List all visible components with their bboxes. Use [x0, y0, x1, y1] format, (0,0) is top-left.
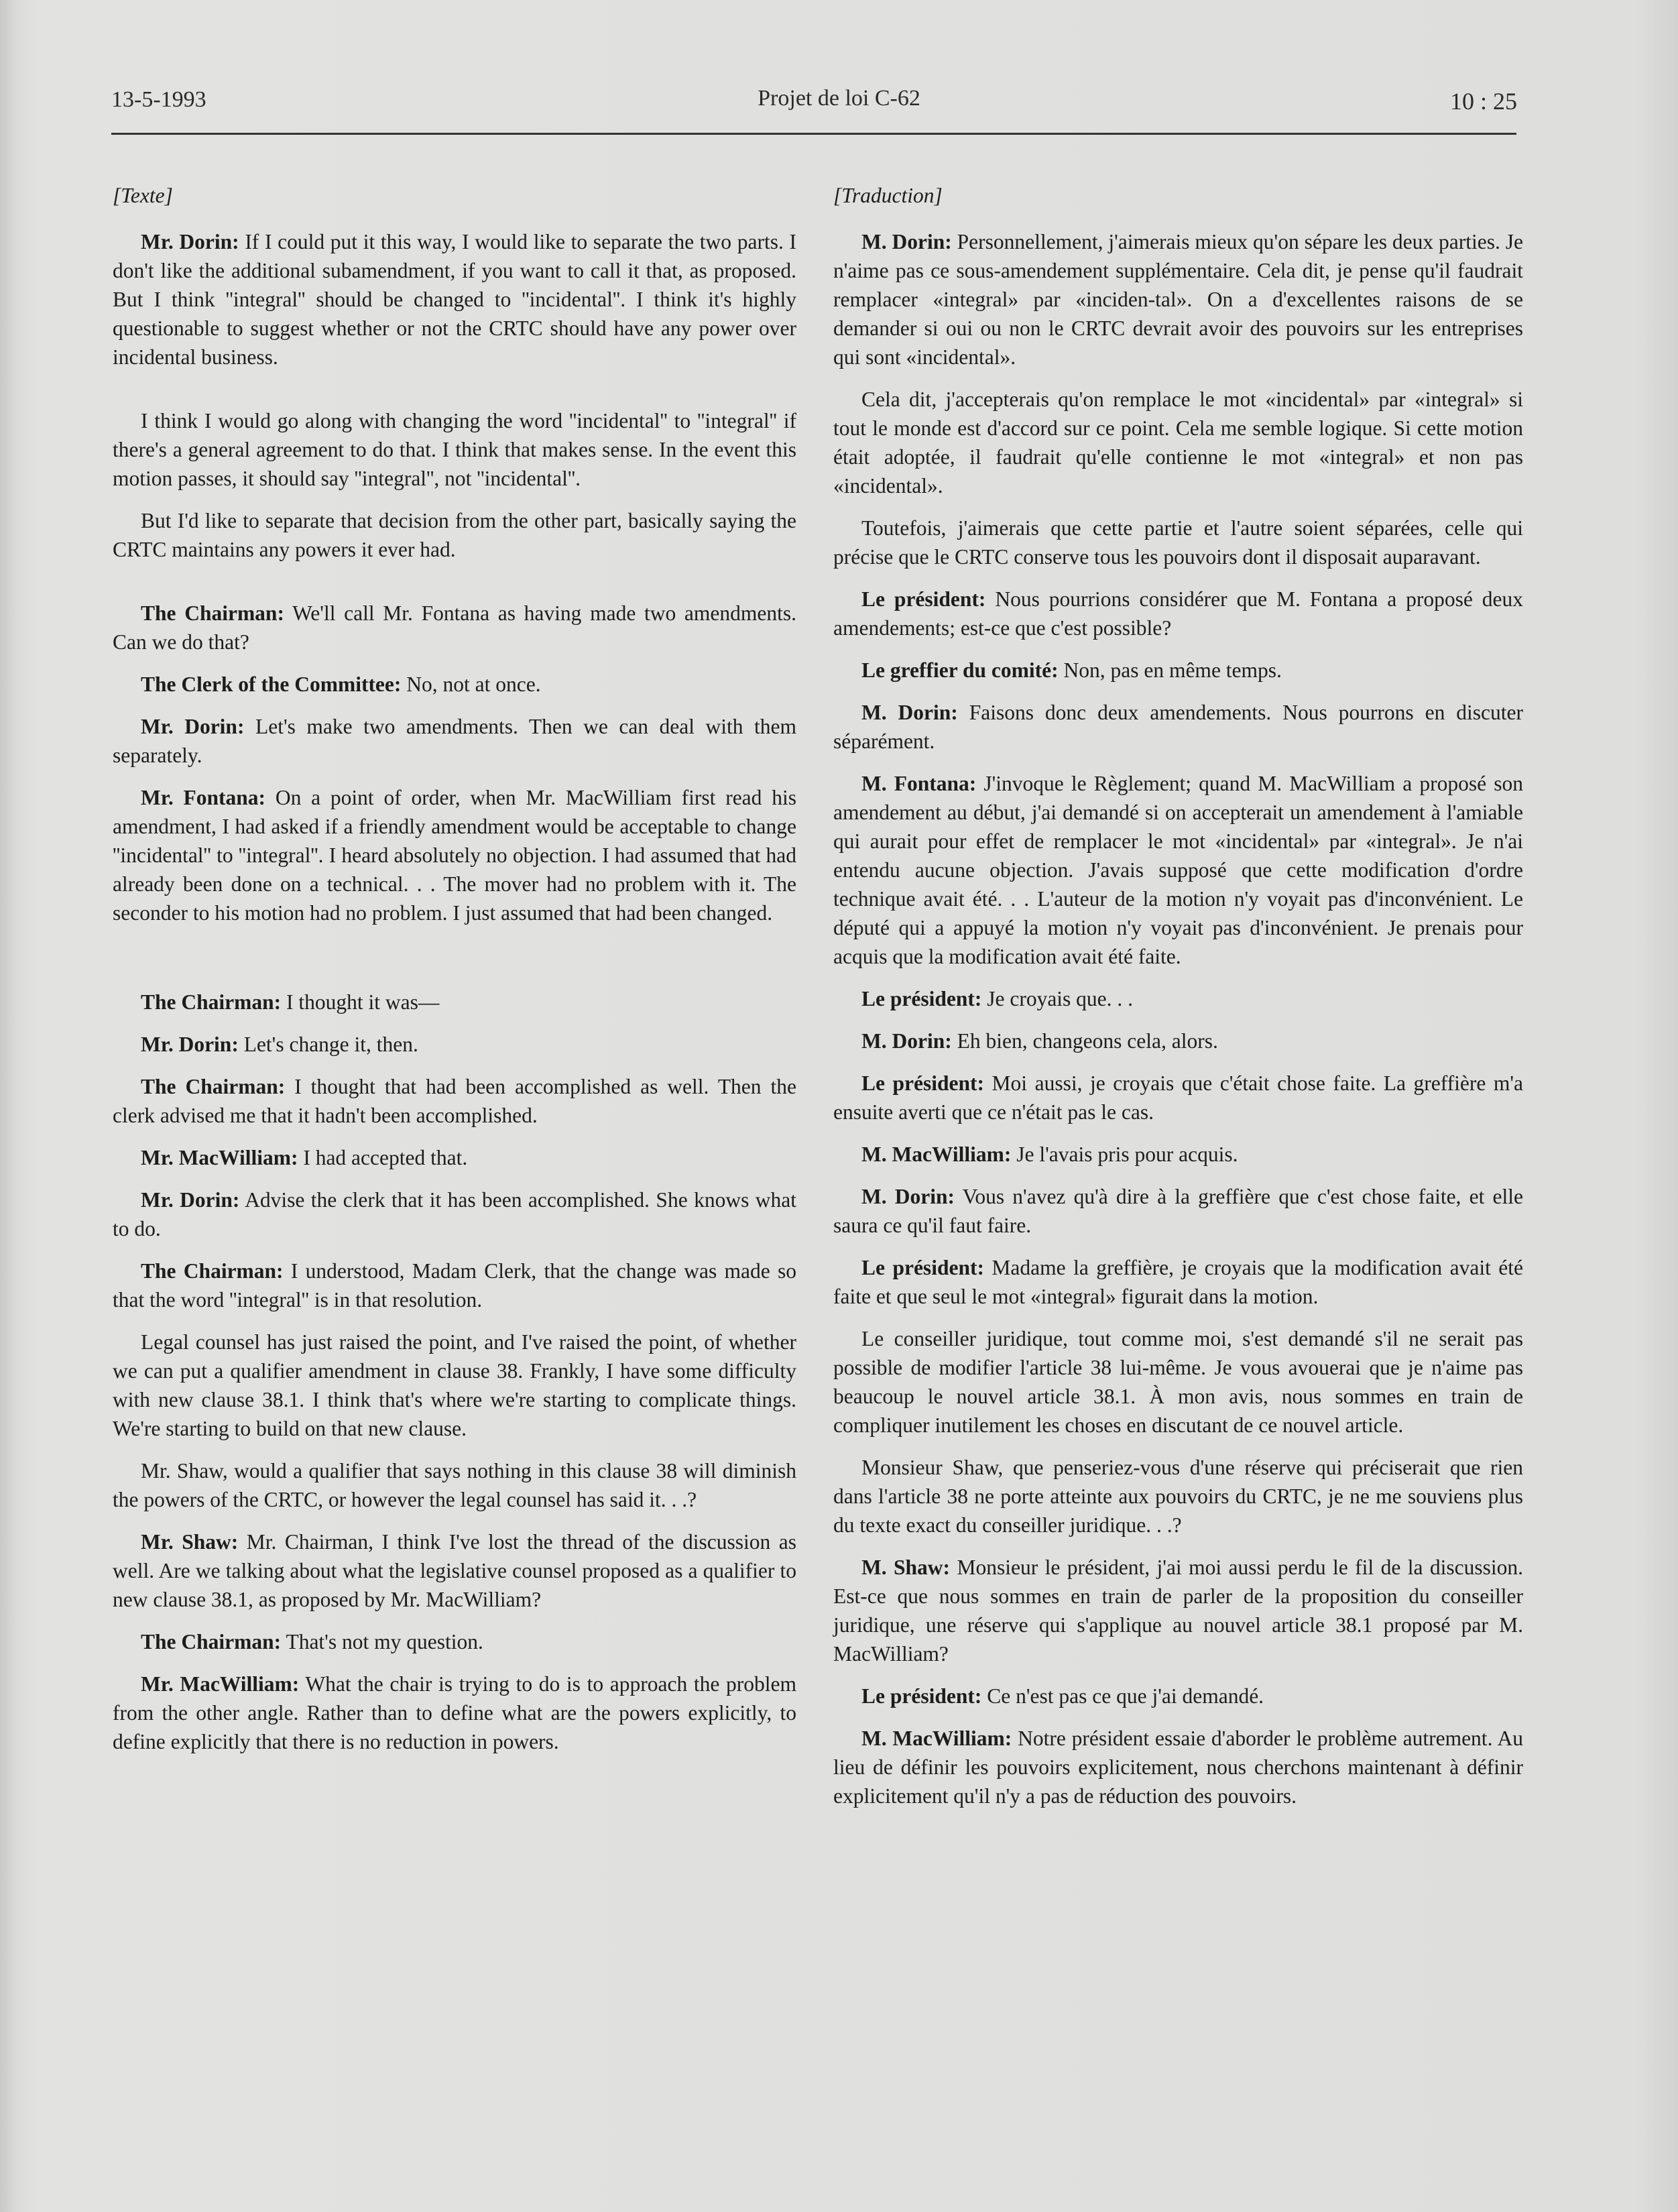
paragraph [113, 1527, 796, 1614]
english-column [113, 181, 796, 1769]
paragraph [833, 385, 1523, 500]
paragraph [113, 1072, 796, 1130]
speaker: M. Shaw: [861, 1556, 951, 1579]
speaker: Le président: [861, 1684, 982, 1708]
speaker: Mr. Dorin: [141, 230, 239, 253]
speaker: M. Fontana: [861, 772, 977, 795]
paragraph [833, 1140, 1523, 1169]
paragraph [833, 1553, 1523, 1668]
speech: We'll call Mr. Fontana as having made two amendments. Can we do that? [113, 601, 797, 654]
paragraph [833, 1324, 1523, 1440]
paragraph [113, 1185, 796, 1243]
paragraph [833, 514, 1523, 571]
speaker: Le président: [861, 987, 982, 1010]
header-page-ref: 10 : 25 [1449, 88, 1517, 115]
speech: Non, pas en même temps. [1063, 658, 1282, 682]
speech: Let's change it, then. [243, 1033, 418, 1056]
speaker: Mr. Dorin: [141, 715, 245, 738]
speaker: M. Dorin: [861, 701, 958, 724]
paragraph [833, 1682, 1523, 1710]
paragraph [833, 984, 1523, 1013]
speech: J'invoque le Règlement; quand M. MacWilliam a proposé son amendement au début, j'ai demandé si on accepterait un amendement à l'amiable qui aurait pour effet de remplacer le mot «incidental» par «integral». Je n'ai entendu aucune objection. J'avais supposé que cette modification d'ordre technique avait été. . . L'auteur de la motion n'y voyait pas d'inconvénient. Le député qui a appuyé la motion n'y voyait pas d'inconvénient. Je prenais pour acquis que la modification avait été faite. [833, 772, 1523, 968]
speaker: Le président: [861, 1071, 985, 1095]
speech: Personnellement, j'aimerais mieux qu'on sépare les deux parties. Je n'aime pas ce sous-amendement supplémentaire. Cela dit, je pense qu'il faudrait remplacer «integral» par «inciden-tal». On a d'excellentes raisons de se demander si oui ou non le CRTC devrait avoir des pouvoirs sur les entreprises qui sont «incidental». [833, 230, 1523, 369]
speech: Faisons donc deux amendements. Nous pourrons en discuter séparément. [833, 701, 1523, 753]
header-title: Projet de loi C-62 [758, 86, 920, 111]
speech: Je croyais que. . . [987, 987, 1134, 1010]
speech: I think I would go along with changing the word ''incidental'' to ''integral'' if there's a general agreement to do that. I think that makes sense. In the event this motion passes, it should say ''integral'', not ''incidental''. [113, 409, 796, 490]
speech: No, not at once. [406, 673, 541, 696]
speech: Notre président essaie d'aborder le problème autrement. Au lieu de définir les pouvoirs explicitement, nous cherchons maintenant à définir explicitement qu'il n'y a pas de réduction des pouvoirs. [833, 1727, 1524, 1808]
paragraph [113, 1030, 796, 1059]
speech: Moi aussi, je croyais que c'était chose faite. La greffière m'a ensuite averti que ce n'était pas le cas. [833, 1071, 1523, 1124]
speaker: The Chairman: [141, 990, 282, 1014]
speech: I thought it was— [286, 990, 440, 1014]
speaker: Le greffier du comité: [861, 658, 1059, 682]
speaker: Mr. Dorin: [141, 1033, 239, 1056]
speech: Le conseiller juridique, tout comme moi, s'est demandé s'il ne serait pas possible de modifier l'article 38 lui-même. Je vous avouerai que je n'aime pas beaucoup le nouvel article 38.1. À mon avis, nous sommes en train de compliquer inutilement les choses en discutant de ce nouvel article. [833, 1327, 1523, 1437]
speech: Advise the clerk that it has been accomplished. She knows what to do. [113, 1188, 797, 1240]
speech: Cela dit, j'accepterais qu'on remplace le mot «incidental» par «integral» si tout le monde est d'accord sur ce point. Cela me semble logique. Si cette motion était adoptée, il faudrait qu'elle contienne le mot «integral» et non pas «incidental». [833, 388, 1523, 498]
speaker: Mr. MacWilliam: [141, 1672, 300, 1696]
speech: Mr. Shaw, would a qualifier that says nothing in this clause 38 will diminish the powers of the CRTC, or however the legal counsel has said it. . .? [113, 1459, 796, 1511]
paragraph [113, 599, 796, 656]
speaker: M. Dorin: [861, 230, 952, 253]
paragraph [833, 585, 1523, 642]
speaker: M. Dorin: [861, 1029, 952, 1053]
speech: Eh bien, changeons cela, alors. [957, 1029, 1218, 1053]
paragraph [113, 1456, 796, 1514]
paragraph [113, 1627, 796, 1656]
paragraph [833, 698, 1523, 756]
speaker: Mr. Shaw: [141, 1530, 239, 1554]
speech: Vous n'avez qu'à dire à la greffière que c'est chose faite, et elle saura ce qu'il faut faire. [833, 1185, 1523, 1237]
speaker: The Chairman: [141, 601, 284, 625]
speaker: Mr. Dorin: [141, 1188, 240, 1212]
speech: Monsieur Shaw, que penseriez-vous d'une réserve qui préciserait que rien dans l'article 38 ne porte atteinte aux pouvoirs du CRTC, je ne me souviens plus du texte exact du conseiller juridique. . .? [833, 1456, 1523, 1537]
speech: I understood, Madam Clerk, that the change was made so that the word ''integral'' is in that resolution. [113, 1259, 797, 1312]
paragraph [113, 1143, 796, 1172]
paragraph [113, 1670, 796, 1756]
speaker: The Chairman: [141, 1259, 284, 1283]
speaker: The Chairman: [141, 1075, 286, 1098]
paragraph [833, 1724, 1523, 1810]
speech: If I could put it this way, I would like to separate the two parts. I don't like the additional subamendment, if you want to call it that, as proposed. But I think ''integral'' should be changed to ''incidental''. I think it's highly questionable to suggest whether or not the CRTC should have any power over incidental business. [113, 230, 797, 369]
speech: I had accepted that. [303, 1146, 468, 1169]
french-column [833, 181, 1523, 1824]
speech: That's not my question. [286, 1630, 483, 1653]
speech: Monsieur le président, j'ai moi aussi perdu le fil de la discussion. Est-ce que nous sommes en train de parler de la proposition du conseiller juridique, une réserve qui s'applique au nouvel article 38.1 proposé par M. MacWilliam? [833, 1556, 1523, 1666]
header-rule [111, 133, 1516, 135]
speaker: Mr. Fontana: [141, 786, 266, 809]
speech: On a point of order, when Mr. MacWilliam first read his amendment, I had asked if a friendly amendment would be acceptable to change ''incidental'' to ''integral''. I heard absolutely no objection. I had assumed that had already been done on a technical. . . The mover had no problem with it. The seconder to his motion had no problem. I just assumed that had been changed. [113, 786, 796, 925]
speech: But I'd like to separate that decision from the other part, basically saying the CRTC maintains any powers it ever had. [113, 509, 796, 561]
speech: Madame la greffière, je croyais que la modification avait été faite et que seul le mot «integral» figurait dans la motion. [833, 1256, 1524, 1308]
paragraph [113, 712, 796, 770]
speech: Legal counsel has just raised the point, and I've raised the point, of whether we can put a qualifier amendment in clause 38. Frankly, I have some difficulty with new clause 38.1. I think that's where we're starting to complicate things. We're starting to build on that new clause. [113, 1330, 796, 1440]
speech: Ce n'est pas ce que j'ai demandé. [987, 1684, 1264, 1708]
paragraph [113, 406, 796, 493]
speaker: M. MacWilliam: [861, 1143, 1012, 1166]
paragraph [113, 670, 796, 699]
speech: Mr. Chairman, I think I've lost the thread of the discussion as well. Are we talking about what the legislative counsel proposed as a qualifier to new clause 38.1, as proposed by Mr. MacWilliam? [113, 1530, 796, 1611]
speaker: Le président: [861, 1256, 984, 1279]
paragraph [113, 1257, 796, 1314]
paragraph [833, 227, 1523, 371]
paragraph [833, 769, 1523, 971]
speaker: Le président: [861, 587, 986, 611]
paragraph [833, 1069, 1523, 1126]
speech: What the chair is trying to do is to approach the problem from the other angle. Rather than to define what are the powers explicitly, to define explicitly that there is no reduction in powers. [113, 1672, 797, 1753]
paragraph [113, 227, 796, 371]
speech: Let's make two amendments. Then we can deal with them separately. [113, 715, 797, 767]
text-marker: [Texte] [113, 184, 173, 207]
speaker: M. Dorin: [861, 1185, 955, 1208]
paragraph [113, 988, 796, 1016]
speech: Je l'avais pris pour acquis. [1016, 1143, 1238, 1166]
translation-marker: [Traduction] [833, 184, 943, 207]
paragraph [113, 506, 796, 564]
paragraph [833, 1182, 1523, 1240]
speech: Nous pourrions considérer que M. Fontana a proposé deux amendements; est-ce que c'est possible? [833, 587, 1524, 640]
speaker: The Chairman: [141, 1630, 282, 1653]
paragraph [833, 1453, 1523, 1539]
speech: I thought that had been accomplished as well. Then the clerk advised me that it hadn't been accomplished. [113, 1075, 796, 1127]
speaker: Mr. MacWilliam: [141, 1146, 298, 1169]
paragraph [833, 1027, 1523, 1055]
paragraph [113, 1328, 796, 1443]
speech: Toutefois, j'aimerais que cette partie et l'autre soient séparées, celle qui précise que le CRTC conserve tous les pouvoirs dont il disposait auparavant. [833, 516, 1523, 569]
paragraph [833, 656, 1523, 685]
header-date: 13-5-1993 [111, 87, 206, 112]
paragraph [113, 783, 796, 927]
paragraph [833, 1253, 1523, 1311]
speaker: M. MacWilliam: [861, 1727, 1012, 1750]
speaker: The Clerk of the Committee: [141, 673, 402, 696]
